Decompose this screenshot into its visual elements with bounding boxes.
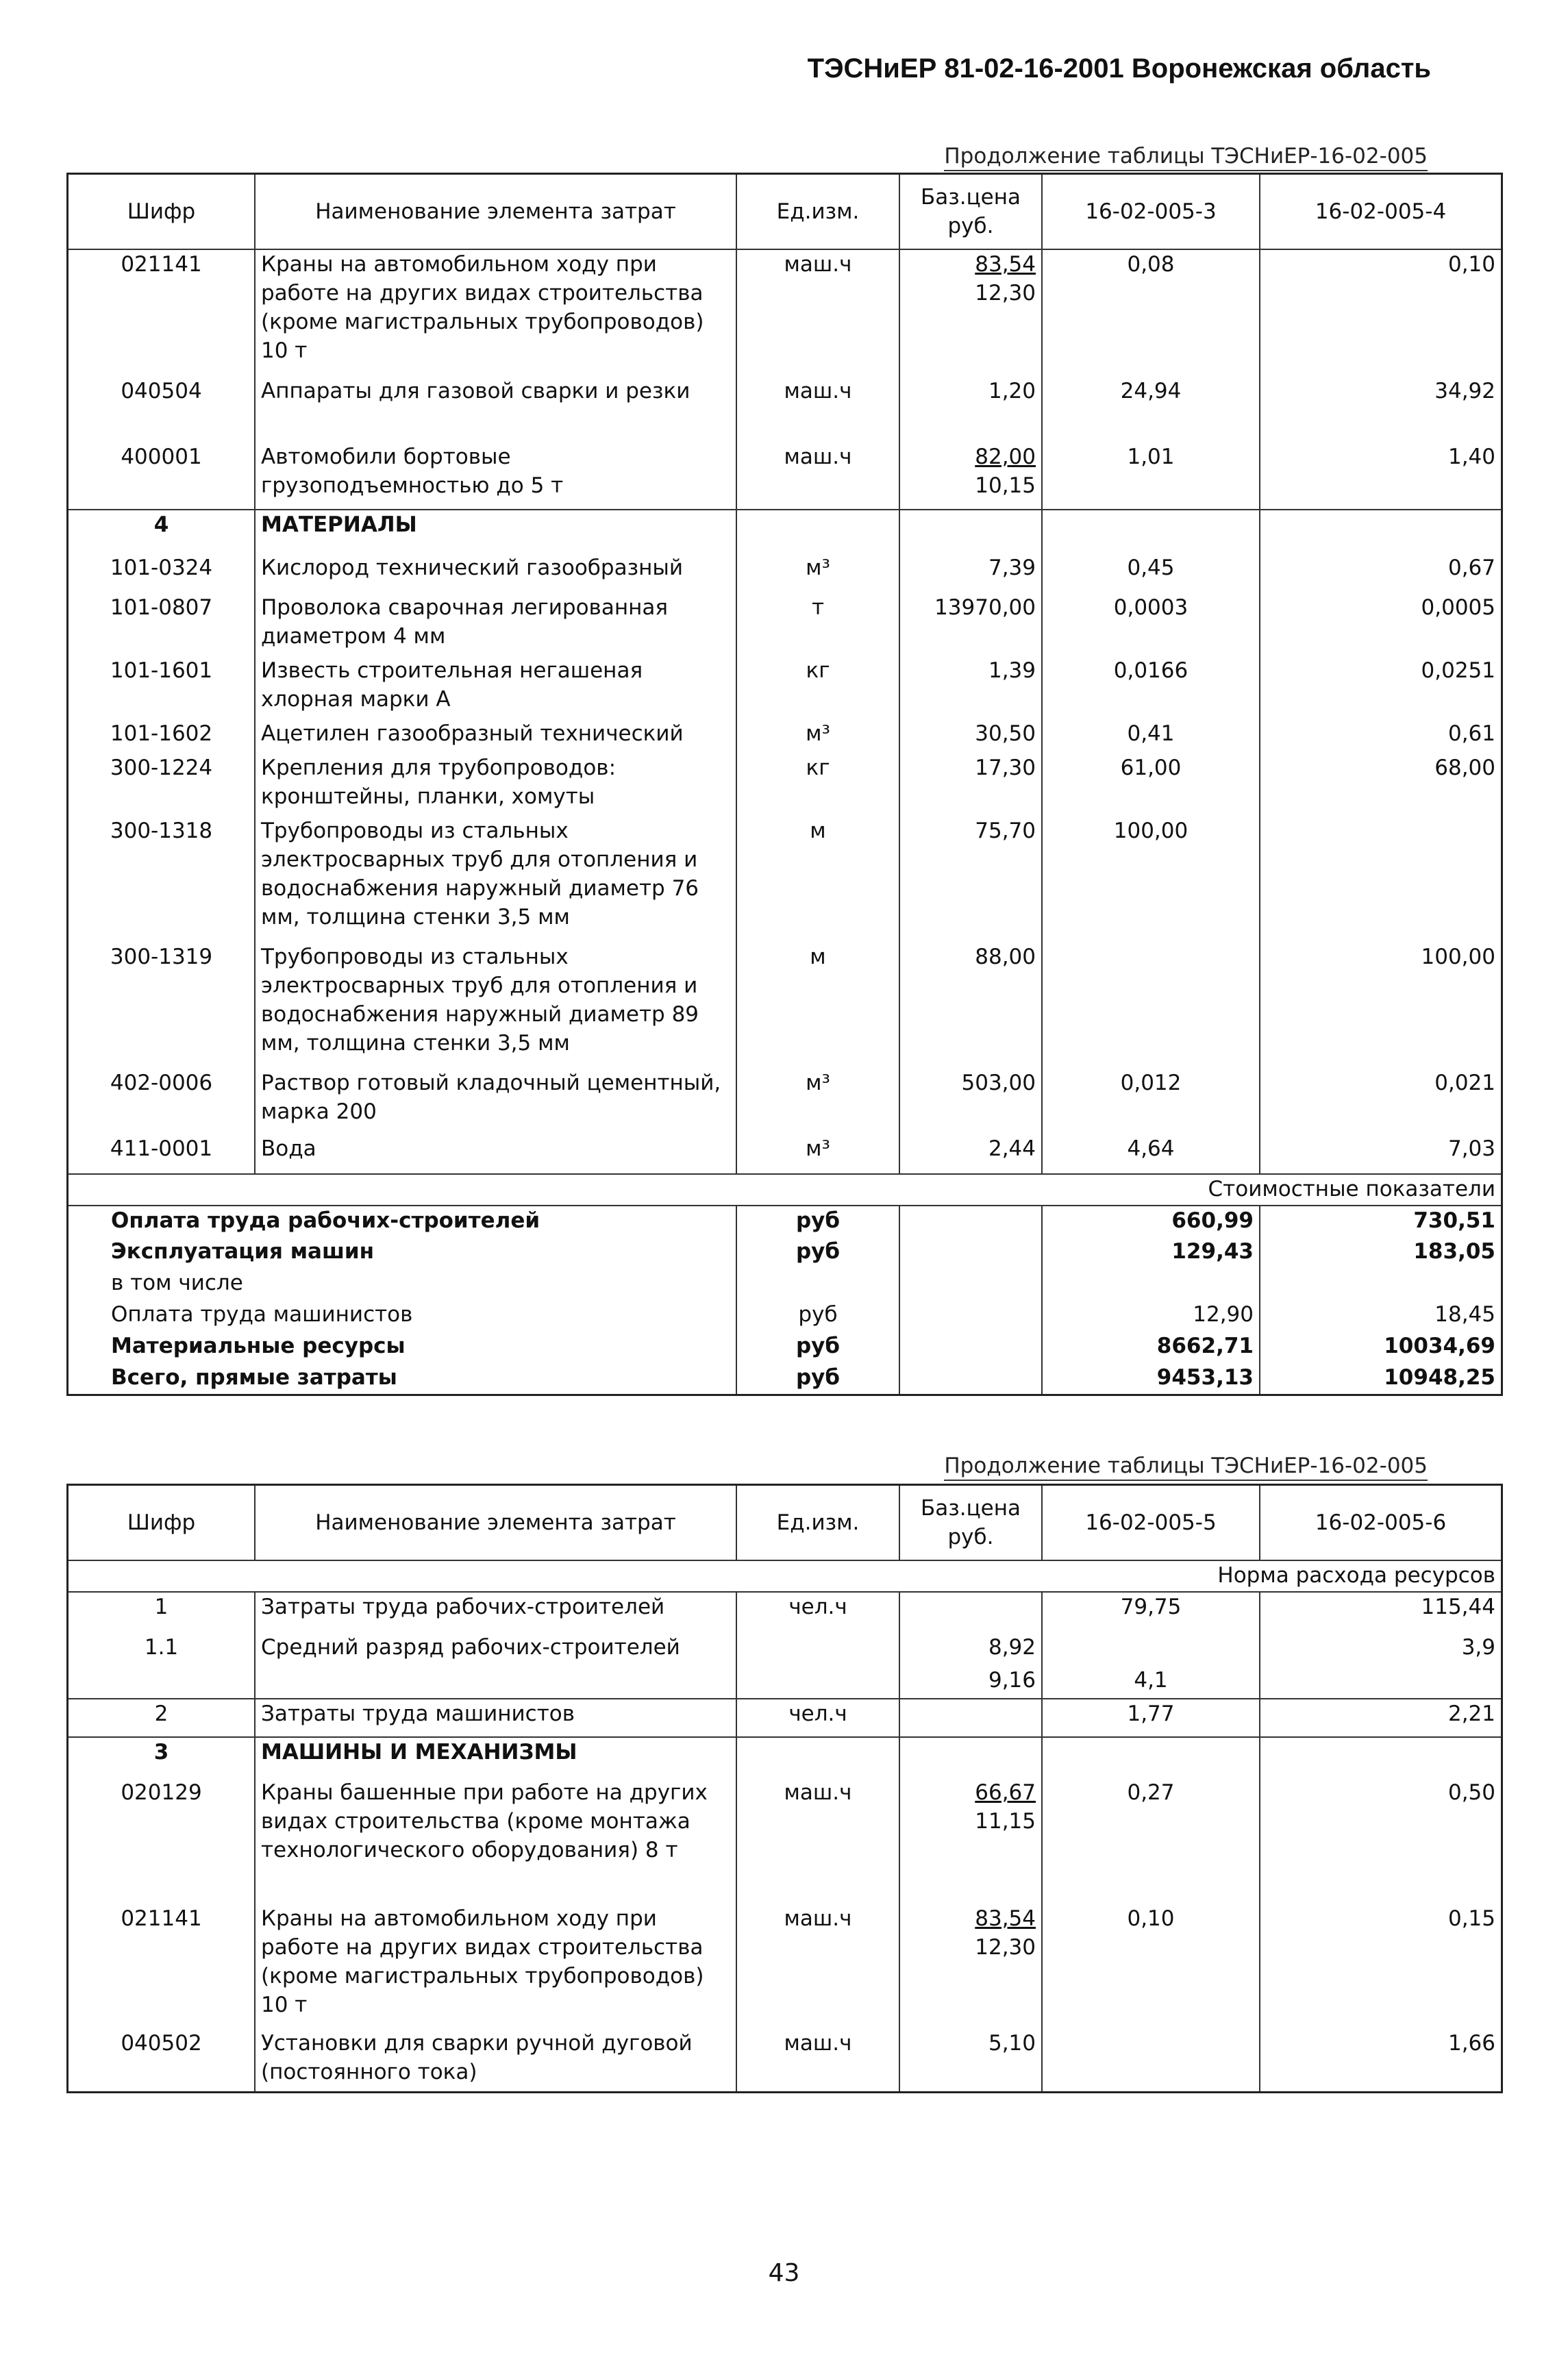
row-value1: 0,0166 bbox=[1042, 656, 1260, 719]
row-code: 300-1319 bbox=[110, 945, 213, 969]
summary-row bbox=[68, 1300, 1502, 1332]
row-code: 1.1 bbox=[144, 1635, 179, 1660]
row-name: Краны на автомобильном ходу при работе на других видах строительства (кроме магистральных трубопроводов) 10 т bbox=[255, 249, 736, 377]
row-code: 040504 bbox=[121, 379, 202, 403]
row-code: 411-0001 bbox=[110, 1136, 213, 1161]
price-sub: 12,30 bbox=[975, 281, 1036, 305]
summary-value1: 129,43 bbox=[1042, 1237, 1260, 1269]
header-col1: 16-02-005-5 bbox=[1042, 1485, 1260, 1561]
row-value1 bbox=[1042, 943, 1260, 1069]
row-value2: 0,0251 bbox=[1260, 656, 1502, 719]
summary-value1: 9453,13 bbox=[1042, 1363, 1260, 1395]
empty-cell bbox=[899, 1300, 1042, 1332]
row-value2 bbox=[1260, 1666, 1502, 1699]
row-name: Аппараты для газовой сварки и резки bbox=[255, 377, 736, 442]
row-price: 503,00 bbox=[899, 1069, 1042, 1134]
header-col2: 16-02-005-4 bbox=[1260, 174, 1502, 250]
row-value2: 7,03 bbox=[1260, 1134, 1502, 1174]
table-row bbox=[68, 656, 1502, 719]
summary-unit: руб bbox=[736, 1363, 899, 1395]
row-unit: м bbox=[736, 816, 899, 943]
row-code: 021141 bbox=[121, 1906, 202, 1931]
row-unit bbox=[736, 1633, 899, 1666]
summary-unit: руб bbox=[736, 1206, 899, 1237]
summary-unit: руб bbox=[736, 1332, 899, 1363]
summary-label: Материальные ресурсы bbox=[111, 1334, 406, 1358]
header-col1: 16-02-005-3 bbox=[1042, 174, 1260, 250]
row-unit: м³ bbox=[736, 1069, 899, 1134]
row-price: 30,50 bbox=[899, 719, 1042, 753]
row-price: 8,92 bbox=[899, 1633, 1042, 1666]
row-value1: 0,012 bbox=[1042, 1069, 1260, 1134]
row-unit: маш.ч bbox=[736, 2029, 899, 2092]
row-value1 bbox=[1042, 1633, 1260, 1666]
row-code: 101-0324 bbox=[110, 556, 213, 580]
row-name: Кислород технический газообразный bbox=[255, 553, 736, 593]
table2 bbox=[66, 1484, 1503, 2093]
row-code: 402-0006 bbox=[110, 1071, 213, 1095]
price-main: 83,54 bbox=[975, 1906, 1036, 1931]
row-name: Трубопроводы из стальных электросварных труб для отопления и водоснабжения наружный диаметр 89 мм, толщина стенки 3,5 мм bbox=[255, 943, 736, 1069]
summary-label: Оплата труда рабочих-строителей bbox=[111, 1208, 540, 1233]
row-value2: 1,40 bbox=[1260, 442, 1502, 510]
row-value1: 24,94 bbox=[1042, 377, 1260, 442]
summary-value2: 183,05 bbox=[1260, 1237, 1502, 1269]
table1-summary bbox=[68, 1174, 1502, 1395]
summary-label: Оплата труда машинистов bbox=[111, 1302, 413, 1327]
summary-row bbox=[68, 1332, 1502, 1363]
cost-band-label: Стоимостные показатели bbox=[68, 1174, 1502, 1206]
row-value1: 79,75 bbox=[1042, 1592, 1260, 1633]
row-unit: м bbox=[736, 943, 899, 1069]
table-row bbox=[68, 753, 1502, 816]
row-price: 17,30 bbox=[899, 753, 1042, 816]
row-value1: 0,0003 bbox=[1042, 593, 1260, 656]
row-value1: 0,45 bbox=[1042, 553, 1260, 593]
row-price bbox=[899, 1592, 1042, 1633]
row-value2: 100,00 bbox=[1260, 943, 1502, 1069]
row-unit: маш.ч bbox=[736, 249, 899, 377]
row-value1: 1,77 bbox=[1042, 1699, 1260, 1737]
summary-row bbox=[68, 1269, 1502, 1300]
price-main: 82,00 bbox=[975, 445, 1036, 469]
row-price: 9,16 bbox=[899, 1666, 1042, 1699]
summary-label: в том числе bbox=[111, 1271, 243, 1295]
price-sub: 10,15 bbox=[975, 473, 1036, 498]
table-row bbox=[68, 249, 1502, 377]
header-col2: 16-02-005-6 bbox=[1260, 1485, 1502, 1561]
table1-caption: Продолжение таблицы ТЭСНиЕР-16-02-005 bbox=[944, 144, 1428, 171]
row-unit: кг bbox=[736, 753, 899, 816]
row-unit: м³ bbox=[736, 719, 899, 753]
summary-unit bbox=[736, 1269, 899, 1300]
table-row bbox=[68, 553, 1502, 593]
row-price: 1,20 bbox=[899, 377, 1042, 442]
summary-row bbox=[68, 1206, 1502, 1237]
row-value2: 34,92 bbox=[1260, 377, 1502, 442]
empty-cell bbox=[1042, 1737, 1260, 1778]
row-name: Ацетилен газообразный технический bbox=[255, 719, 736, 753]
row-value2: 0,61 bbox=[1260, 719, 1502, 753]
row-price: 2,44 bbox=[899, 1134, 1042, 1174]
table-row bbox=[68, 719, 1502, 753]
table-row bbox=[68, 816, 1502, 943]
table1-materials bbox=[68, 510, 1502, 1174]
row-code: 101-1601 bbox=[110, 658, 213, 683]
section-row-machines bbox=[68, 1737, 1502, 1778]
row-price: 13970,00 bbox=[899, 593, 1042, 656]
header-code: Шифр bbox=[68, 1485, 256, 1561]
row-value1: 4,1 bbox=[1042, 1666, 1260, 1699]
header-unit: Ед.изм. bbox=[736, 174, 899, 250]
row-price: 1,39 bbox=[899, 656, 1042, 719]
row-value1: 4,64 bbox=[1042, 1134, 1260, 1174]
header-unit: Ед.изм. bbox=[736, 1485, 899, 1561]
table-row bbox=[68, 1904, 1502, 2029]
header-code: Шифр bbox=[68, 174, 256, 250]
empty-cell bbox=[1042, 510, 1260, 553]
empty-cell bbox=[736, 1737, 899, 1778]
section-row-materials bbox=[68, 510, 1502, 553]
row-unit: маш.ч bbox=[736, 1904, 899, 2029]
row-unit: т bbox=[736, 593, 899, 656]
row-value1: 61,00 bbox=[1042, 753, 1260, 816]
header-price: Баз.цена руб. bbox=[899, 174, 1042, 250]
document-header: ТЭСНиЕР 81-02-16-2001 Воронежская область bbox=[807, 53, 1431, 84]
page-number: 43 bbox=[768, 2259, 800, 2287]
table-row bbox=[68, 1633, 1502, 1666]
price-main: 66,67 bbox=[975, 1780, 1036, 1805]
row-code: 2 bbox=[68, 1699, 256, 1737]
norm-band-row bbox=[68, 1560, 1502, 1592]
summary-value2: 10948,25 bbox=[1260, 1363, 1502, 1395]
row-name: Раствор готовый кладочный цементный, марка 200 bbox=[255, 1069, 736, 1134]
summary-value2 bbox=[1260, 1269, 1502, 1300]
table-row bbox=[68, 1592, 1502, 1633]
row-unit: маш.ч bbox=[736, 442, 899, 510]
empty-cell bbox=[899, 510, 1042, 553]
row-value1 bbox=[1042, 2029, 1260, 2092]
section-title: МАШИНЫ И МЕХАНИЗМЫ bbox=[255, 1737, 736, 1778]
summary-label: Всего, прямые затраты bbox=[111, 1365, 397, 1390]
row-code: 040502 bbox=[121, 2031, 202, 2056]
row-price bbox=[899, 442, 1042, 510]
row-name: Средний разряд рабочих-строителей bbox=[255, 1633, 736, 1666]
empty-cell bbox=[1260, 510, 1502, 553]
row-name: Краны башенные при работе на других видах строительства (кроме монтажа технологического оборудования) 8 т bbox=[255, 1778, 736, 1904]
empty-cell bbox=[899, 1363, 1042, 1395]
row-code: 021141 bbox=[121, 252, 202, 277]
table-row bbox=[68, 1666, 1502, 1699]
section-title: МАТЕРИАЛЫ bbox=[255, 510, 736, 553]
row-code: 300-1318 bbox=[110, 819, 213, 843]
row-value1: 0,27 bbox=[1042, 1778, 1260, 1904]
table-row bbox=[68, 1699, 1502, 1737]
table-row bbox=[68, 943, 1502, 1069]
table-row bbox=[68, 377, 1502, 442]
table-row bbox=[68, 442, 1502, 510]
header-name: Наименование элемента затрат bbox=[255, 174, 736, 250]
empty-cell bbox=[899, 1206, 1042, 1237]
row-value2: 1,66 bbox=[1260, 2029, 1502, 2092]
row-unit: кг bbox=[736, 656, 899, 719]
price-sub: 12,30 bbox=[975, 1935, 1036, 1960]
row-unit: маш.ч bbox=[736, 1778, 899, 1904]
row-price bbox=[899, 249, 1042, 377]
row-price bbox=[899, 1699, 1042, 1737]
row-price: 7,39 bbox=[899, 553, 1042, 593]
row-name: Проволока сварочная легированная диаметром 4 мм bbox=[255, 593, 736, 656]
row-value2: 0,15 bbox=[1260, 1904, 1502, 2029]
row-value1: 0,08 bbox=[1042, 249, 1260, 377]
table2-header-row bbox=[68, 1485, 1502, 1561]
header-name: Наименование элемента затрат bbox=[255, 1485, 736, 1561]
row-code: 101-1602 bbox=[110, 721, 213, 746]
price-sub: 11,15 bbox=[975, 1809, 1036, 1834]
row-unit: м³ bbox=[736, 553, 899, 593]
row-name: Трубопроводы из стальных электросварных труб для отопления и водоснабжения наружный диаметр 76 мм, толщина стенки 3,5 мм bbox=[255, 816, 736, 943]
empty-cell bbox=[899, 1269, 1042, 1300]
row-value2 bbox=[1260, 816, 1502, 943]
row-name: Установки для сварки ручной дуговой (постоянного тока) bbox=[255, 2029, 736, 2092]
row-code bbox=[68, 1666, 256, 1699]
row-value2: 3,9 bbox=[1260, 1633, 1502, 1666]
table2-machines bbox=[68, 1737, 1502, 2092]
row-name: Известь строительная негашеная хлорная марки А bbox=[255, 656, 736, 719]
summary-value1: 660,99 bbox=[1042, 1206, 1260, 1237]
row-code: 400001 bbox=[121, 445, 202, 469]
summary-row bbox=[68, 1363, 1502, 1395]
empty-cell bbox=[899, 1237, 1042, 1269]
table-row bbox=[68, 1134, 1502, 1174]
empty-cell bbox=[1260, 1737, 1502, 1778]
row-value2: 0,021 bbox=[1260, 1069, 1502, 1134]
row-unit: м³ bbox=[736, 1134, 899, 1174]
row-value1: 0,41 bbox=[1042, 719, 1260, 753]
row-value2: 0,10 bbox=[1260, 249, 1502, 377]
table2-caption: Продолжение таблицы ТЭСНиЕР-16-02-005 bbox=[944, 1454, 1428, 1481]
cost-band-row bbox=[68, 1174, 1502, 1206]
section-number: 4 bbox=[68, 510, 256, 553]
row-unit bbox=[736, 1666, 899, 1699]
row-price: 75,70 bbox=[899, 816, 1042, 943]
empty-cell bbox=[899, 1332, 1042, 1363]
table1 bbox=[66, 173, 1503, 1396]
row-unit: чел.ч bbox=[736, 1592, 899, 1633]
summary-value1 bbox=[1042, 1269, 1260, 1300]
summary-value2: 10034,69 bbox=[1260, 1332, 1502, 1363]
table-row bbox=[68, 593, 1502, 656]
row-price bbox=[899, 1778, 1042, 1904]
row-value1: 100,00 bbox=[1042, 816, 1260, 943]
row-value2: 115,44 bbox=[1260, 1592, 1502, 1633]
row-name: Краны на автомобильном ходу при работе на других видах строительства (кроме магистральных трубопроводов) 10 т bbox=[255, 1904, 736, 2029]
summary-value2: 730,51 bbox=[1260, 1206, 1502, 1237]
empty-cell bbox=[899, 1737, 1042, 1778]
row-name: Вода bbox=[255, 1134, 736, 1174]
summary-value1: 12,90 bbox=[1042, 1300, 1260, 1332]
row-value2: 0,50 bbox=[1260, 1778, 1502, 1904]
row-value2: 68,00 bbox=[1260, 753, 1502, 816]
row-value2: 0,0005 bbox=[1260, 593, 1502, 656]
summary-unit: руб bbox=[736, 1237, 899, 1269]
header-price: Баз.цена руб. bbox=[899, 1485, 1042, 1561]
row-name bbox=[255, 1666, 736, 1699]
row-code: 101-0807 bbox=[110, 595, 213, 620]
row-name: Затраты труда машинистов bbox=[255, 1699, 736, 1737]
row-code: 300-1224 bbox=[110, 756, 213, 780]
section-number: 3 bbox=[68, 1737, 256, 1778]
summary-value1: 8662,71 bbox=[1042, 1332, 1260, 1363]
summary-row bbox=[68, 1237, 1502, 1269]
row-name: Крепления для трубопроводов: кронштейны, планки, хомуты bbox=[255, 753, 736, 816]
norm-band-label: Норма расхода ресурсов bbox=[68, 1560, 1502, 1592]
table1-header-row bbox=[68, 174, 1502, 250]
row-price: 88,00 bbox=[899, 943, 1042, 1069]
table-row bbox=[68, 1069, 1502, 1134]
price-main: 83,54 bbox=[975, 252, 1036, 277]
summary-unit: руб bbox=[736, 1300, 899, 1332]
row-value2: 2,21 bbox=[1260, 1699, 1502, 1737]
row-price bbox=[899, 1904, 1042, 2029]
table2-labor bbox=[68, 1560, 1502, 1737]
row-code: 020129 bbox=[121, 1780, 202, 1805]
row-unit: чел.ч bbox=[736, 1699, 899, 1737]
table-row bbox=[68, 2029, 1502, 2092]
summary-label: Эксплуатация машин bbox=[111, 1239, 375, 1264]
table1-machines bbox=[68, 249, 1502, 510]
row-unit: маш.ч bbox=[736, 377, 899, 442]
empty-cell bbox=[736, 510, 899, 553]
row-code: 1 bbox=[154, 1595, 169, 1619]
row-value1: 0,10 bbox=[1042, 1904, 1260, 2029]
row-value1: 1,01 bbox=[1042, 442, 1260, 510]
table-row bbox=[68, 1778, 1502, 1904]
summary-value2: 18,45 bbox=[1260, 1300, 1502, 1332]
row-name: Затраты труда рабочих-строителей bbox=[255, 1592, 736, 1633]
row-value2: 0,67 bbox=[1260, 553, 1502, 593]
row-name: Автомобили бортовые грузоподъемностью до 5 т bbox=[255, 442, 736, 510]
row-price: 5,10 bbox=[899, 2029, 1042, 2092]
